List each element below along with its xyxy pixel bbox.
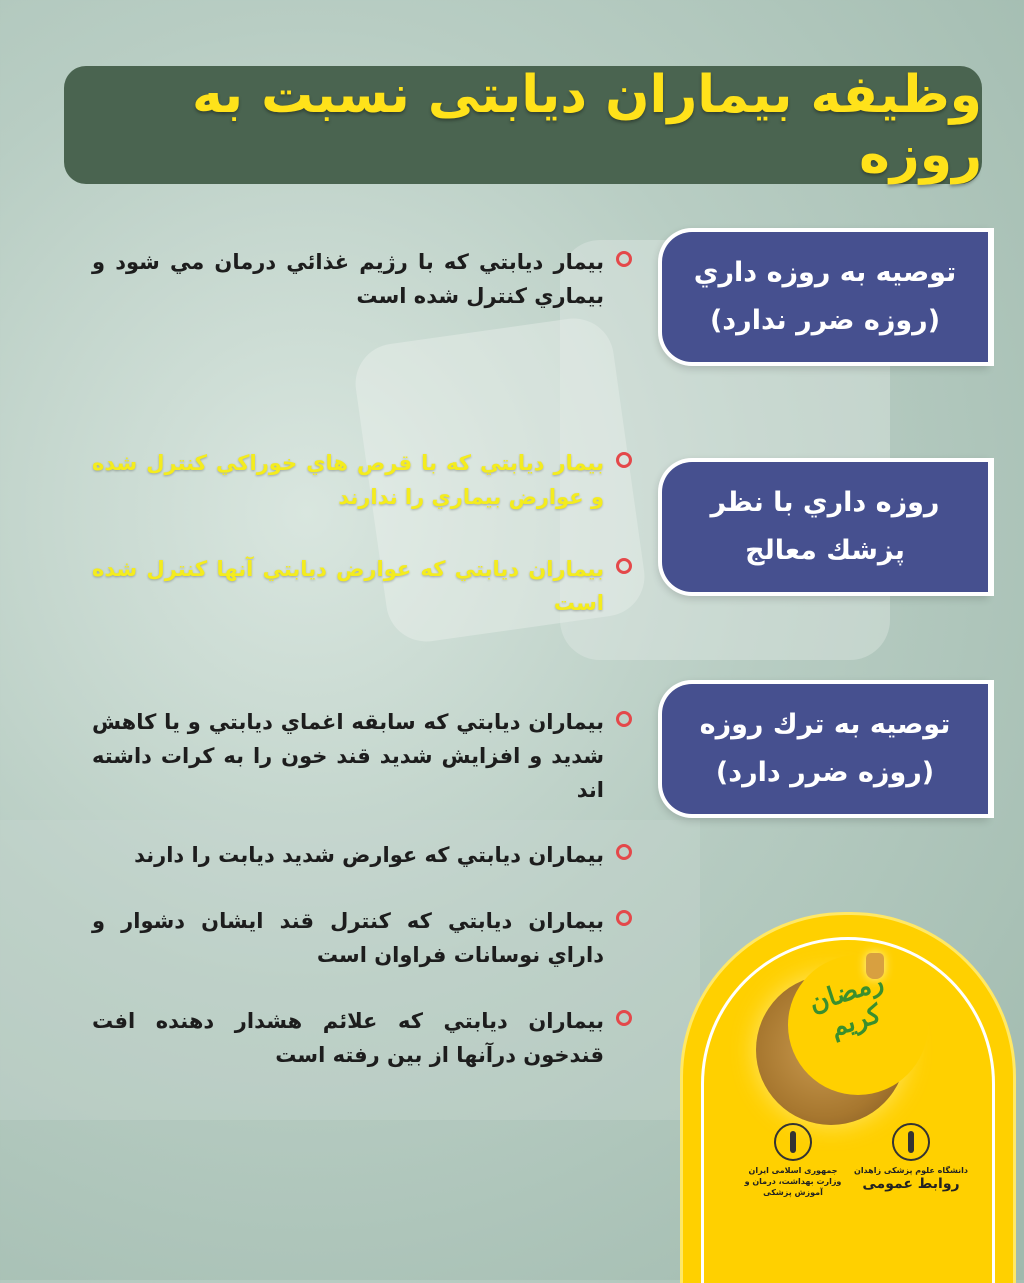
circle-bullet-icon <box>616 1010 632 1026</box>
list-item-text: بيماران ديابتي كه علائم هشدار دهنده افت قندخون درآنها از بين رفته است <box>92 1009 604 1067</box>
list-item <box>92 245 632 313</box>
list-item-text: بيماران ديابتي كه عوارض شديد ديابت را دارند <box>134 843 604 867</box>
ramadan-banner <box>680 912 1016 1283</box>
list-item <box>92 446 632 514</box>
circle-bullet-icon <box>616 711 632 727</box>
university-logo: دانشگاه علوم پزشکی زاهدان روابط عمومی <box>851 1123 971 1192</box>
list-item <box>92 705 632 807</box>
page-title: وظیفه بیماران دیابتی نسبت به روزه <box>191 65 982 185</box>
category-card-avoid <box>658 680 988 818</box>
list-item-text: بيمار ديابتي كه با رژيم غذائي درمان مي شود و بيماري كنترل شده است <box>92 250 604 308</box>
circle-bullet-icon <box>616 558 632 574</box>
ramadan-calligraphy: رمضان کریم <box>805 966 888 1044</box>
list-item <box>92 1004 632 1072</box>
category-line: پزشك معالج <box>745 535 905 566</box>
circle-bullet-icon <box>616 251 632 267</box>
university-emblem-icon <box>892 1123 930 1161</box>
category-card-recommended <box>658 228 988 366</box>
list-item-text: بيماران ديابتي كه عوارض ديابتي آنها كنترل شده است <box>92 557 604 615</box>
category-card-doctor-opinion <box>658 458 988 596</box>
list-item-text: بيماران ديابتي كه سابقه اغماي ديابتي و يا كاهش شديد و افزايش شديد قند خون را به كرات داشته اند <box>92 710 604 802</box>
list-item <box>92 838 632 872</box>
list-item <box>92 904 632 972</box>
iran-emblem-icon <box>774 1123 812 1161</box>
category-line: توصیه به روزه داري <box>693 257 957 288</box>
category-line: توصیه به ترك روزه <box>699 709 951 740</box>
circle-bullet-icon <box>616 452 632 468</box>
category-line: روزه داري با نظر <box>710 487 940 518</box>
category-line: (روزه ضرر دارد) <box>715 757 935 788</box>
circle-bullet-icon <box>616 844 632 860</box>
circle-bullet-icon <box>616 910 632 926</box>
ministry-logo: جمهوری اسلامی ایران وزارت بهداشت، درمان و آموزش پزشکی <box>733 1123 853 1198</box>
list-item <box>92 552 632 620</box>
category-line: (روزه ضرر ندارد) <box>709 305 941 336</box>
list-item-text: بيمار ديابتي كه با قرص هاي خوراكي كنترل شده و عوارض بيماري را ندارند <box>92 451 604 509</box>
list-item-text: بيماران ديابتي كه كنترل قند ايشان دشوار و داراي نوسانات فراوان است <box>92 909 604 967</box>
title-bar <box>64 66 982 184</box>
